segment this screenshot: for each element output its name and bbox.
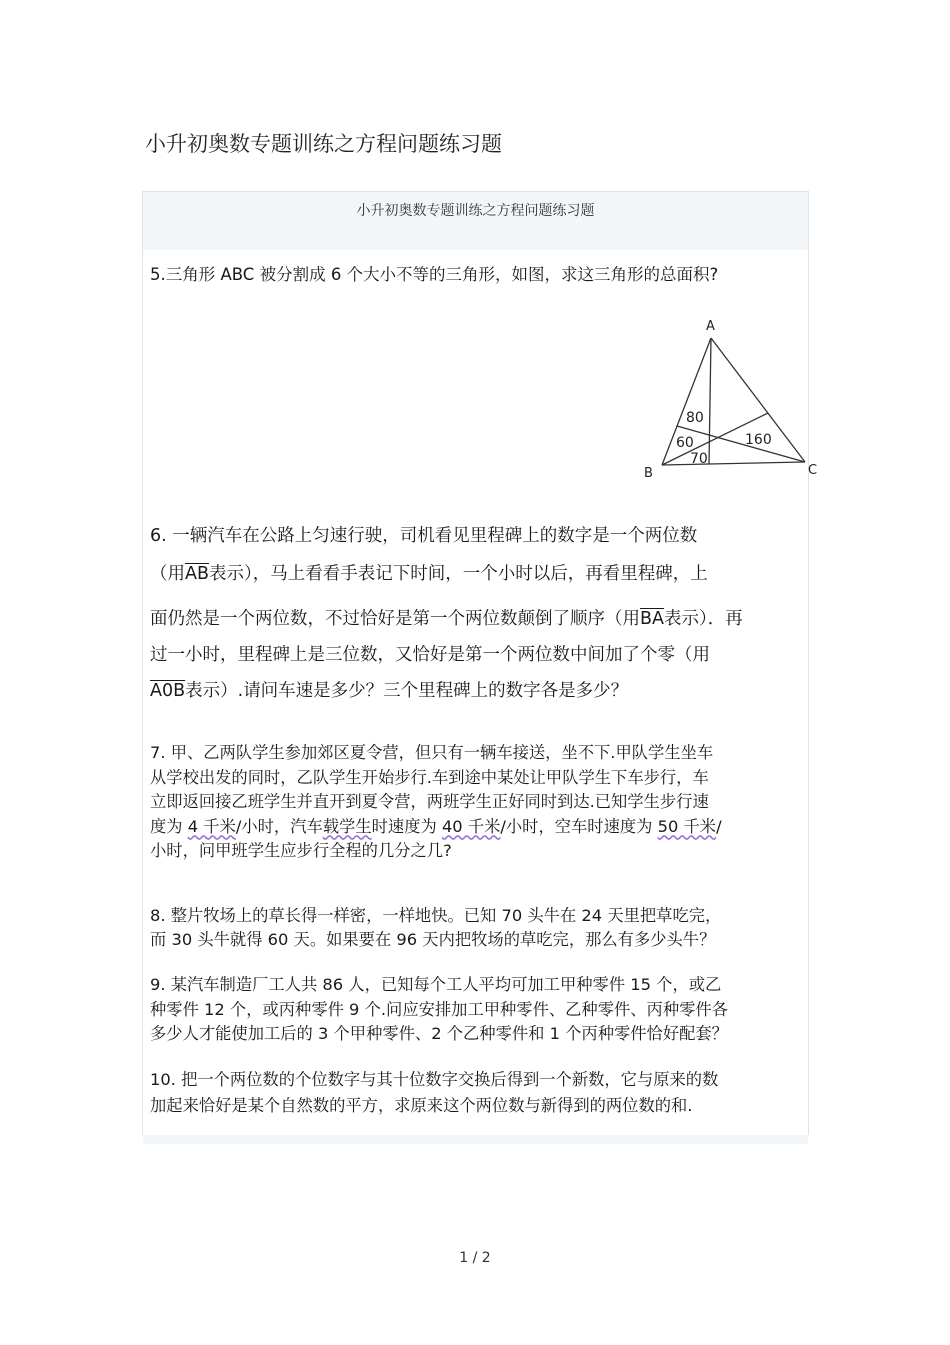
question-7-line-2: 从学校出发的同时，乙队学生开始步行.车到途中某处让甲队学生下车步行，车 — [150, 767, 709, 787]
card-bottom-bar — [143, 1135, 808, 1144]
question-7-line-5: 小时，问甲班学生应步行全程的几分之几? — [150, 841, 452, 860]
question-7-line-4 — [150, 815, 722, 840]
question-6-line-5b: 表示）.请问车速是多少？三个里程碑上的数字各是多少？ — [185, 681, 629, 701]
edge-bc — [662, 462, 805, 465]
question-6-line-3c: 表示）．再 — [663, 609, 743, 629]
vertex-label-b: B — [644, 466, 653, 481]
overline-ba: $\overline{BA}$ — [640, 609, 664, 629]
question-8-line-1: 8. 整片牧场上的草长得一样密，一样地快。已知 70 头牛在 24 天里把草吃完， — [150, 906, 722, 925]
question-5-text: 5.三角形 ABC 被分割成 6 个大小不等的三角形，如图，求这三角形的总面积? — [150, 265, 719, 284]
question-6 — [150, 518, 743, 709]
area-label-80: 80 — [686, 410, 704, 426]
question-6-line-2a: （用 — [150, 564, 185, 584]
question-7-line-3: 立即返回接乙班学生并直开到夏令营，两班学生正好同时到达.已知学生步行速 — [150, 792, 709, 811]
question-6-line-3a: 面仍然是一个两位数，不过恰好是第一个两位数颠倒了顺序（用 — [150, 609, 640, 629]
q7-l4f: 40 千米 — [441, 816, 501, 836]
question-5 — [150, 262, 718, 287]
question-6-line-3 — [150, 601, 743, 637]
cevian-a — [709, 338, 711, 464]
q7-l4a: 度为 — [150, 816, 188, 836]
question-7 — [150, 741, 722, 864]
question-9 — [150, 973, 728, 1047]
q7-l4c: /小时，汽车 — [235, 816, 323, 836]
overline-a0b: A0B — [150, 681, 186, 701]
area-label-160: 160 — [745, 432, 772, 448]
question-10-line-2: 加起来恰好是某个自然数的平方，求原来这个两位数与新得到的两位数的和. — [150, 1096, 693, 1115]
document-title: 小升初奥数专题训练之方程问题练习题 — [145, 132, 502, 156]
page-number: 1 / 2 — [459, 1250, 491, 1266]
question-7-line-1: 7. 甲、乙两队学生参加郊区夏令营，但只有一辆车接送，坐不下.甲队学生坐车 — [150, 743, 714, 762]
q7-l4i: / — [716, 816, 722, 836]
q7-l4d: 载学生 — [322, 816, 372, 836]
q7-l4h: 50 千米 — [657, 816, 717, 836]
question-10 — [150, 1067, 718, 1119]
q7-l4g: /小时，空车时速度为 — [500, 816, 658, 836]
vertex-label-a: A — [706, 319, 715, 334]
question-8 — [150, 904, 721, 952]
triangle-diagram — [640, 314, 820, 484]
overline-ab: $\overline{AB}$ — [185, 564, 209, 584]
vertex-label-c: C — [808, 463, 818, 478]
area-label-70: 70 — [690, 451, 708, 467]
question-9-line-3: 多少人才能使加工后的 3 个甲种零件、2 个乙种零件和 1 个丙种零件恰好配套？ — [150, 1024, 728, 1043]
question-6-line-5 — [150, 673, 743, 709]
question-8-line-2: 而 30 头牛就得 60 天。如果要在 96 天内把牧场的草吃完，那么有多少头牛？ — [150, 930, 716, 949]
question-6-line-2c: 表示），马上看看手表记下时间，一个小时以后，再看里程碑，上 — [208, 564, 708, 584]
question-10-line-1: 10. 把一个两位数的个位数字与其十位数字交换后得到一个新数，它与原来的数 — [150, 1070, 719, 1089]
q7-l4e: 时速度为 — [371, 816, 442, 836]
area-label-60: 60 — [676, 435, 694, 451]
question-9-line-1: 9. 某汽车制造厂工人共 86 人，已知每个工人平均可加工甲种零件 15 个，或乙 — [150, 975, 722, 994]
question-9-line-2: 种零件 12 个，或丙种零件 9 个.问应安排加工甲种零件、乙种零件、丙种零件各 — [150, 999, 728, 1019]
question-6-line-4: 过一小时，里程碑上是三位数，又恰好是第一个两位数中间加了个零（用 — [150, 645, 710, 665]
card-heading: 小升初奥数专题训练之方程问题练习题 — [143, 192, 808, 250]
question-6-line-2 — [150, 556, 743, 592]
question-6-line-1: 6. 一辆汽车在公路上匀速行驶，司机看见里程碑上的数字是一个两位数 — [150, 526, 698, 546]
q7-l4b: 4 千米 — [187, 816, 236, 836]
